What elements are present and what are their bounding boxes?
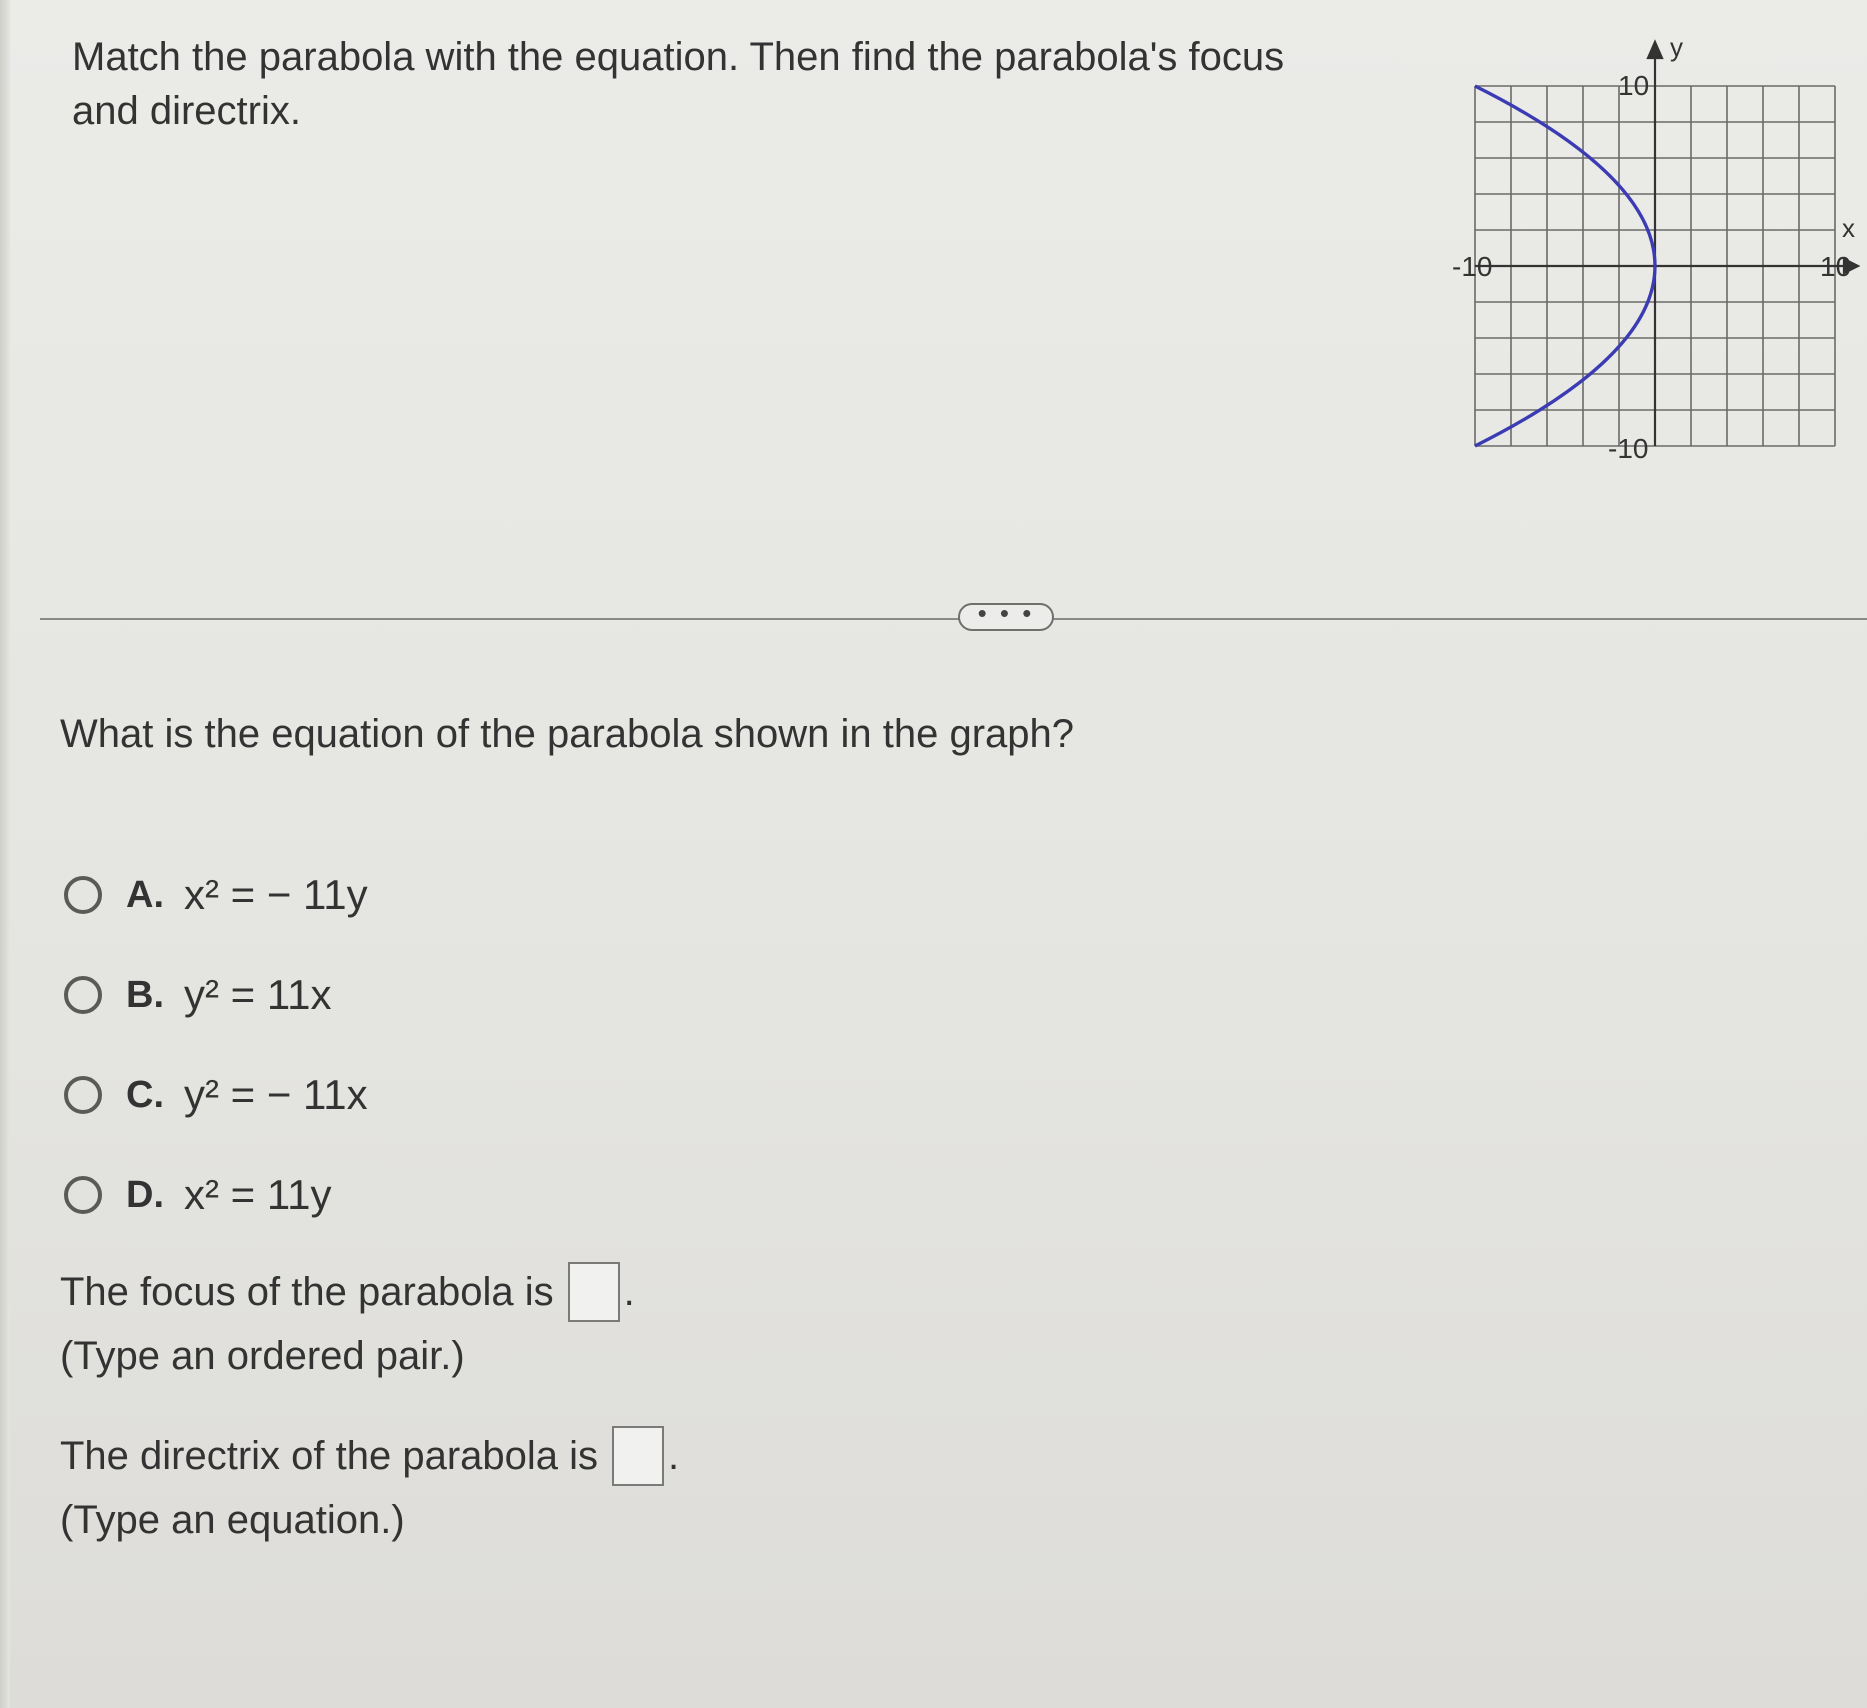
directrix-answer-block xyxy=(60,1424,679,1552)
focus-answer-block xyxy=(60,1260,635,1388)
tick-label-right: 10 xyxy=(1820,251,1852,282)
problem-prompt: Match the parabola with the equation. Then find the parabola's focus and directrix. xyxy=(72,35,1285,133)
section-divider xyxy=(40,618,1867,620)
focus-prompt: The focus of the parabola is xyxy=(60,1270,554,1314)
option-equation: x² = 11y xyxy=(184,1171,332,1218)
axes xyxy=(1475,42,1858,446)
option-equation: y² = − 11x xyxy=(184,1071,368,1118)
expand-more-button[interactable]: • • • xyxy=(958,603,1054,631)
y-axis-label: y xyxy=(1670,32,1683,62)
option-b[interactable] xyxy=(64,945,764,1045)
option-letter: A. xyxy=(126,873,164,916)
period: . xyxy=(623,1270,635,1314)
option-letter: C. xyxy=(126,1073,164,1116)
directrix-input-box[interactable] xyxy=(612,1426,664,1486)
focus-hint: (Type an ordered pair.) xyxy=(60,1334,465,1378)
radio-button-d[interactable] xyxy=(64,1176,102,1214)
option-letter: B. xyxy=(126,973,164,1016)
option-d[interactable] xyxy=(64,1145,764,1245)
option-a[interactable] xyxy=(64,845,764,945)
option-c[interactable] xyxy=(64,1045,764,1145)
directrix-hint: (Type an equation.) xyxy=(60,1498,405,1542)
answer-options xyxy=(64,845,764,1245)
parabola-graph xyxy=(1440,30,1860,470)
x-axis-label: x xyxy=(1842,213,1855,243)
option-letter: D. xyxy=(126,1173,164,1216)
period: . xyxy=(668,1434,680,1478)
question-text: What is the equation of the parabola shown in the graph? xyxy=(60,712,1075,756)
tick-label-top: 10 xyxy=(1618,70,1650,101)
radio-button-b[interactable] xyxy=(64,976,102,1014)
option-equation: x² = − 11y xyxy=(184,871,368,918)
screen-edge xyxy=(0,0,10,1708)
tick-label-left: -10 xyxy=(1452,251,1493,282)
focus-input-box[interactable] xyxy=(568,1262,620,1322)
option-equation: y² = 11x xyxy=(184,971,332,1018)
directrix-prompt: The directrix of the parabola is xyxy=(60,1434,599,1478)
tick-label-bottom: -10 xyxy=(1608,433,1649,464)
radio-button-c[interactable] xyxy=(64,1076,102,1114)
radio-button-a[interactable] xyxy=(64,876,102,914)
